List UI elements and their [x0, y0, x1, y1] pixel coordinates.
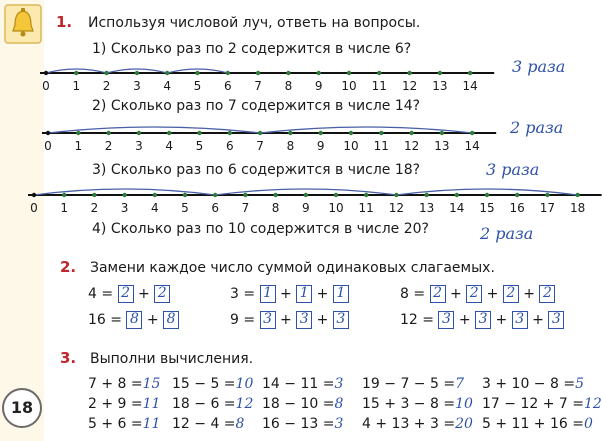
tick-mark	[288, 131, 292, 135]
tick-label: 14	[449, 201, 465, 215]
handwritten-answer: 12	[583, 396, 602, 412]
calculation	[262, 376, 343, 392]
answer-box: 2	[154, 285, 170, 303]
tick-label: 6	[223, 79, 232, 93]
tick-label: 4	[150, 201, 159, 215]
tick-mark	[195, 71, 199, 75]
task-2-number: 2.	[60, 258, 77, 276]
tick-mark	[317, 71, 321, 75]
handwritten-answer: 7	[455, 376, 464, 392]
calculation	[482, 416, 593, 432]
tick-mark	[379, 131, 383, 135]
plus-sign: +	[491, 312, 512, 328]
tick-label: 15	[479, 201, 495, 215]
tick-label: 2	[102, 79, 111, 93]
answer-box: 3	[438, 311, 454, 329]
tick-label: 4	[163, 79, 172, 93]
handwritten-answer: 20	[455, 416, 473, 432]
tick-label: 4	[165, 139, 174, 153]
tick-mark	[394, 193, 398, 197]
expression: 15 − 5 =	[172, 376, 236, 392]
expression: 16 − 13 =	[262, 416, 335, 432]
plus-sign: +	[445, 286, 467, 302]
tick-mark	[485, 193, 489, 197]
tick-mark	[438, 71, 442, 75]
task-1-title: Используя числовой луч, ответь на вопросы.	[88, 15, 421, 31]
expression: 4 + 13 + 3 =	[362, 416, 456, 432]
bell-icon	[4, 4, 42, 44]
tick-label: 2	[90, 201, 99, 215]
tick-mark	[135, 71, 139, 75]
calculation	[482, 396, 602, 412]
calculation	[172, 416, 244, 432]
tick-mark	[364, 193, 368, 197]
target-number: 12 =	[400, 312, 439, 328]
calculation	[362, 376, 464, 392]
target-number: 4 =	[88, 286, 118, 302]
answer-2: 2 раза	[510, 118, 564, 137]
task-1-number: 1.	[56, 13, 73, 31]
answer-box: 2	[118, 285, 134, 303]
tick-label: 5	[195, 139, 204, 153]
target-number: 9 =	[230, 312, 260, 328]
tick-mark	[347, 71, 351, 75]
tick-label: 10	[328, 201, 344, 215]
handwritten-answer: 11	[142, 416, 161, 432]
answer-box: 3	[296, 311, 312, 329]
tick-label: 13	[418, 201, 435, 215]
tick-label: 12	[388, 201, 405, 215]
expression: 12 − 4 =	[172, 416, 236, 432]
plus-sign: +	[482, 286, 503, 302]
expression: 18 − 10 =	[262, 396, 335, 412]
plus-sign: +	[142, 312, 164, 328]
tick-mark	[424, 193, 428, 197]
decomposition-equation	[88, 285, 170, 303]
tick-mark	[349, 131, 353, 135]
tick-label: 18	[569, 201, 586, 215]
expression: 14 − 11 =	[262, 376, 335, 392]
handwritten-answer: 5	[575, 376, 584, 392]
tick-label: 5	[193, 79, 202, 93]
calculation	[262, 396, 343, 412]
plus-sign: +	[454, 312, 476, 328]
tick-label: 10	[343, 139, 359, 153]
tick-mark	[440, 131, 444, 135]
target-number: 8 =	[400, 286, 430, 302]
tick-mark	[32, 193, 36, 197]
task-3-number: 3.	[60, 349, 77, 367]
tick-label: 11	[358, 201, 374, 215]
tick-label: 16	[509, 201, 525, 215]
expression: 3 + 10 − 8 =	[482, 376, 576, 392]
target-number: 3 =	[230, 286, 260, 302]
plus-sign: +	[527, 312, 549, 328]
tick-mark	[167, 131, 171, 135]
tick-mark	[197, 131, 201, 135]
tick-mark	[334, 193, 338, 197]
tick-mark	[44, 71, 48, 75]
tick-mark	[515, 193, 519, 197]
tick-label: 2	[104, 139, 113, 153]
tick-label: 8	[286, 139, 295, 153]
tick-label: 3	[133, 79, 141, 93]
tick-label: 6	[211, 201, 220, 215]
plus-sign: +	[275, 286, 297, 302]
tick-mark	[409, 131, 413, 135]
tick-mark	[377, 71, 381, 75]
decomposition-equation	[400, 285, 555, 303]
tick-mark	[468, 71, 472, 75]
tick-label: 0	[44, 139, 52, 153]
answer-box: 8	[126, 311, 142, 329]
tick-mark	[104, 71, 108, 75]
tick-mark	[137, 131, 141, 135]
answer-box: 2	[503, 285, 519, 303]
handwritten-answer: 10	[455, 396, 473, 412]
handwritten-answer: 12	[235, 396, 254, 412]
answer-box: 3	[260, 311, 276, 329]
tick-label: 1	[60, 201, 69, 215]
decomposition-equation	[88, 311, 179, 329]
tick-label: 12	[401, 79, 418, 93]
tick-mark	[76, 131, 80, 135]
task-2-title: Замени каждое число суммой одинаковых слагаемых.	[90, 260, 495, 276]
tick-mark	[243, 193, 247, 197]
handwritten-answer: 11	[142, 396, 161, 412]
handwritten-answer: 10	[235, 376, 254, 392]
decomposition-equation	[230, 285, 349, 303]
tick-label: 17	[539, 201, 556, 215]
question-3: 3) Сколько раз по 6 содержится в числе 18?	[92, 162, 421, 178]
number-line-1	[0, 56, 600, 96]
answer-box: 3	[333, 311, 349, 329]
tick-label: 8	[284, 79, 293, 93]
tick-mark	[46, 131, 50, 135]
handwritten-answer: 8	[334, 396, 344, 412]
tick-mark	[273, 193, 277, 197]
handwritten-answer: 15	[142, 376, 161, 392]
expression: 17 − 12 + 7 =	[482, 396, 584, 412]
answer-box: 2	[466, 285, 482, 303]
tick-mark	[213, 193, 217, 197]
question-2: 2) Сколько раз по 7 содержится в числе 14?	[92, 98, 421, 114]
target-number: 16 =	[88, 312, 127, 328]
tick-label: 0	[30, 201, 38, 215]
answer-box: 3	[512, 311, 528, 329]
calculation	[172, 396, 253, 412]
plus-sign: +	[518, 286, 540, 302]
tick-label: 7	[256, 139, 264, 153]
answer-box: 3	[548, 311, 564, 329]
tick-mark	[183, 193, 187, 197]
task-3-title: Выполни вычисления.	[90, 351, 254, 367]
tick-label: 8	[271, 201, 280, 215]
answer-3: 3 раза	[486, 160, 540, 179]
calculation	[482, 376, 584, 392]
expression: 18 − 6 =	[172, 396, 236, 412]
decomposition-equation	[400, 311, 564, 329]
number-line-3	[0, 178, 600, 218]
plus-sign: +	[312, 312, 333, 328]
tick-label: 7	[254, 79, 262, 93]
tick-label: 5	[181, 201, 189, 215]
answer-box: 1	[260, 285, 276, 303]
tick-mark	[455, 193, 459, 197]
tick-label: 9	[316, 139, 325, 153]
tick-mark	[545, 193, 549, 197]
tick-mark	[575, 193, 579, 197]
number-line-2	[0, 116, 600, 156]
tick-label: 1	[72, 79, 81, 93]
calculation	[88, 376, 160, 392]
tick-label: 11	[373, 139, 389, 153]
expression: 15 + 3 − 8 =	[362, 396, 456, 412]
tick-mark	[165, 71, 169, 75]
tick-label: 10	[341, 79, 357, 93]
calculation	[88, 396, 160, 412]
tick-label: 6	[225, 139, 234, 153]
tick-mark	[258, 131, 262, 135]
calculation	[262, 416, 343, 432]
tick-label: 0	[42, 79, 50, 93]
expression: 19 − 7 − 5 =	[362, 376, 456, 392]
tick-label: 1	[74, 139, 83, 153]
answer-1: 3 раза	[512, 57, 566, 76]
tick-mark	[106, 131, 110, 135]
tick-mark	[319, 131, 323, 135]
question-4: 4) Сколько раз по 10 содержится в числе 20?	[92, 221, 429, 237]
tick-mark	[407, 71, 411, 75]
calculation	[172, 376, 253, 392]
answer-4: 2 раза	[480, 224, 534, 243]
plus-sign: +	[312, 286, 333, 302]
handwritten-answer: 8	[235, 416, 245, 432]
calculation	[88, 416, 160, 432]
tick-label: 14	[464, 139, 480, 153]
calculation	[362, 416, 473, 432]
answer-box: 1	[296, 285, 312, 303]
tick-mark	[228, 131, 232, 135]
tick-label: 3	[135, 139, 143, 153]
calculation	[362, 396, 473, 412]
tick-mark	[286, 71, 290, 75]
tick-label: 14	[462, 79, 478, 93]
answer-box: 1	[333, 285, 349, 303]
tick-mark	[226, 71, 230, 75]
tick-label: 9	[314, 79, 323, 93]
expression: 5 + 6 =	[88, 416, 143, 432]
tick-label: 13	[434, 139, 450, 153]
tick-mark	[256, 71, 260, 75]
handwritten-answer: 3	[334, 376, 344, 392]
tick-label: 3	[120, 201, 129, 215]
expression: 5 + 11 + 16 =	[482, 416, 584, 432]
tick-label: 9	[301, 201, 310, 215]
answer-box: 2	[430, 285, 446, 303]
tick-mark	[74, 71, 78, 75]
tick-mark	[62, 193, 66, 197]
answer-box: 3	[475, 311, 491, 329]
page-number: 18	[2, 388, 42, 428]
handwritten-answer: 0	[583, 416, 593, 432]
tick-mark	[304, 193, 308, 197]
expression: 2 + 9 =	[88, 396, 143, 412]
tick-label: 7	[241, 201, 250, 215]
plus-sign: +	[133, 286, 155, 302]
tick-mark	[122, 193, 126, 197]
tick-mark	[92, 193, 96, 197]
answer-box: 2	[539, 285, 555, 303]
tick-label: 12	[403, 139, 420, 153]
tick-mark	[470, 131, 474, 135]
handwritten-answer: 3	[334, 416, 344, 432]
tick-label: 11	[371, 79, 387, 93]
plus-sign: +	[275, 312, 297, 328]
tick-mark	[153, 193, 157, 197]
tick-label: 13	[432, 79, 448, 93]
decomposition-equation	[230, 311, 349, 329]
answer-box: 8	[163, 311, 179, 329]
expression: 7 + 8 =	[88, 376, 143, 392]
question-1: 1) Сколько раз по 2 содержится в числе 6?	[92, 41, 412, 57]
